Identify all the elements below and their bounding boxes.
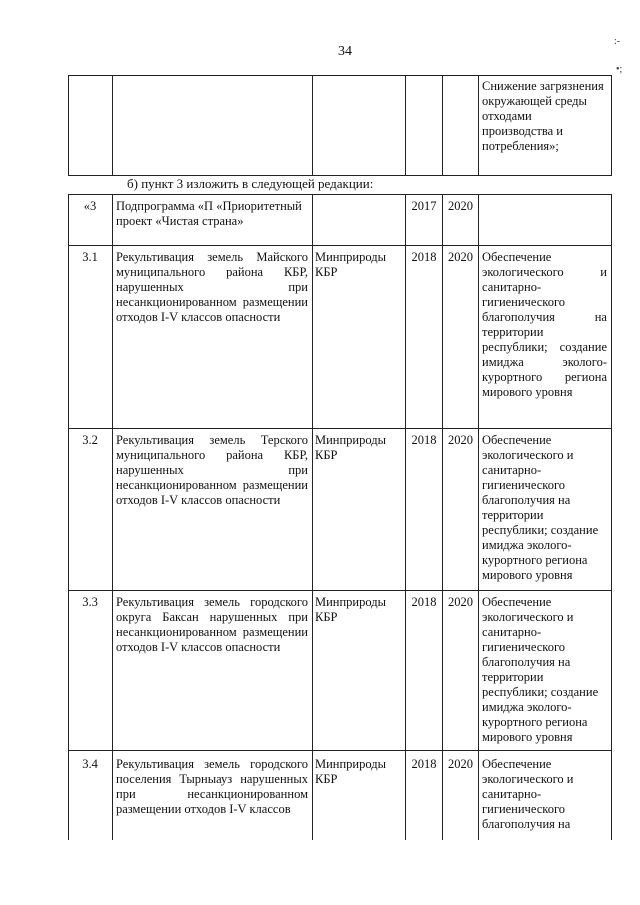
scan-mark-mid: •;: [616, 64, 623, 75]
table-rule: [405, 194, 406, 840]
row-year-start: 2018: [411, 250, 437, 264]
row-number: 3.2: [82, 433, 98, 447]
table-rule: [312, 194, 313, 840]
row-name: Рекультивация земель городского поселения Тырныауз нарушенных при несанкционированном размещении отходов I-V классов: [116, 757, 308, 816]
table-rule: [312, 75, 313, 175]
table-rule: [68, 245, 612, 246]
table-rule: [68, 750, 612, 751]
row-year-start: 2018: [411, 757, 437, 771]
table-rule: [68, 194, 612, 195]
row-number: 3.4: [82, 757, 98, 771]
row-number: 3.3: [82, 595, 98, 609]
section-name: Подпрограмма «П «Приоритетный проект «Чистая страна»: [116, 199, 302, 228]
table-rule: [68, 75, 612, 76]
table-rule: [68, 194, 69, 840]
row-number: 3.1: [82, 250, 98, 264]
table-rule: [611, 194, 612, 840]
row-year-end: 2020: [448, 250, 473, 264]
table-rule: [112, 194, 113, 840]
top-row-goal: Снижение загрязнения окружающей среды отходами производства и потребления»;: [482, 79, 604, 153]
row-year-start: 2018: [411, 433, 437, 447]
row-executor: Минприроды КБР: [315, 250, 387, 279]
row-name: Рекультивация земель Терского муниципального района КБР, нарушенных при несанкционированном размещении отходов I-V классов опасности: [116, 433, 308, 507]
row-goal: Обеспечение экологического и санитарно-гигиенического благополучия на территории республики; создание имиджа эколого-курортного региона мирового уровня: [482, 250, 607, 399]
table-rule: [68, 590, 612, 591]
table-rule: [442, 75, 443, 175]
row-year-end: 2020: [448, 757, 473, 771]
row-goal: Обеспечение экологического и санитарно-гигиенического благополучия на территории республики; создание имиджа эколого-курортного региона мирового уровня: [482, 595, 599, 744]
row-year-start: 2018: [411, 595, 437, 609]
table-rule: [611, 75, 612, 175]
table-rule: [478, 194, 479, 840]
page-number: 34: [338, 44, 352, 59]
row-executor: Минприроды КБР: [315, 433, 387, 462]
amendment-instruction: б) пункт 3 изложить в следующей редакции:: [127, 176, 374, 191]
row-goal: Обеспечение экологического и санитарно-гигиенического благополучия на: [482, 757, 574, 831]
row-year-end: 2020: [448, 595, 473, 609]
row-name: Рекультивация земель городского округа Баксан нарушенных при несанкционированном размещении отходов I-V классов опасности: [116, 595, 308, 654]
section-year-end: 2020: [448, 199, 473, 213]
row-goal: Обеспечение экологического и санитарно-гигиенического благополучия на территории республики; создание имиджа эколого-курортного региона мирового уровня: [482, 433, 599, 582]
scan-mark-top: :-: [614, 36, 621, 47]
section-number: «3: [83, 199, 97, 213]
table-rule: [68, 75, 69, 175]
table-rule: [405, 75, 406, 175]
row-name: Рекультивация земель Майского муниципального района КБР, нарушенных при несанкционированном размещении отходов I-V классов опасности: [116, 250, 308, 324]
table-rule: [112, 75, 113, 175]
row-executor: Минприроды КБР: [315, 757, 387, 786]
table-rule: [442, 194, 443, 840]
table-rule: [68, 428, 612, 429]
row-year-end: 2020: [448, 433, 473, 447]
table-rule: [478, 75, 479, 175]
row-executor: Минприроды КБР: [315, 595, 387, 624]
section-year-start: 2017: [411, 199, 437, 213]
